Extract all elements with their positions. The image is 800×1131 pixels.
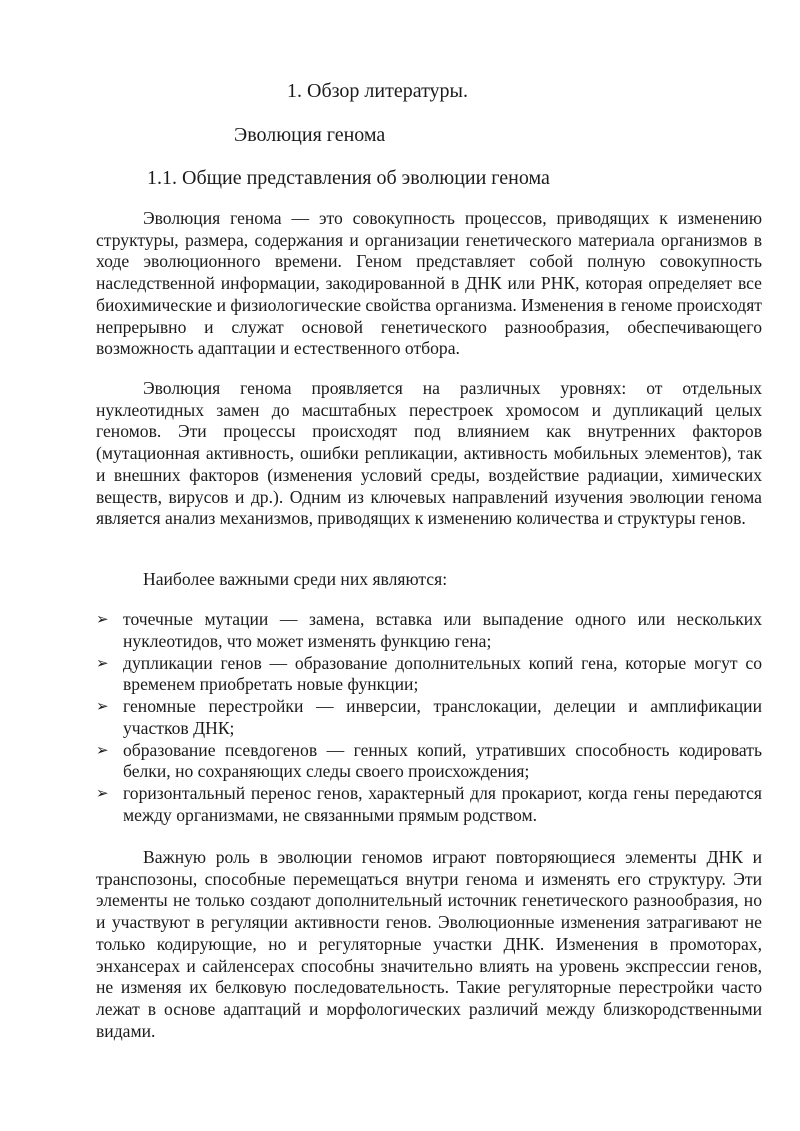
arrow-bullet-icon: ➢ <box>96 697 109 716</box>
paragraph-repeats: Важную роль в эволюции геномов играют повторяющиеся элементы ДНК и транспозоны, способные перемещаться внутри генома и изменять его структуру. Эти элементы не только создают дополнительный источник генетического разнообразия, но и участвуют в регуляции активности генов. Эволюционные изменения затрагивают не только кодирующие, но и регуляторные участки ДНК. Изменения в промоторах, энхансерах и сайленсерах способны значительно влиять на уровень экспрессии генов, не изменяя их белковую последовательность. Такие регуляторные перестройки часто лежат в основе адаптаций и морфологических различий между близкородственными видами. <box>96 847 762 1041</box>
arrow-bullet-icon: ➢ <box>96 740 109 759</box>
subsection-heading: 1.1. Общие представления об эволюции генома <box>147 167 550 189</box>
list-item <box>96 696 762 739</box>
list-item-text: дупликации генов — образование дополнительных копий гена, которые могут со временем приобретать новые функции; <box>123 652 762 695</box>
mechanisms-list <box>96 609 762 827</box>
list-item <box>96 783 762 826</box>
arrow-bullet-icon: ➢ <box>96 653 109 672</box>
arrow-bullet-icon: ➢ <box>96 610 109 628</box>
list-item <box>96 653 762 696</box>
arrow-bullet-icon: ➢ <box>96 784 109 803</box>
section-heading: 1. Обзор литературы. <box>287 80 468 102</box>
chapter-heading: Эволюция генома <box>234 124 386 146</box>
paragraph-list-intro: Наиболее важными среди них являются: <box>143 569 448 589</box>
list-item-text: образование псевдогенов — генных копий, утративших способность кодировать белки, но сохраняющих следы своего происхождения; <box>123 739 762 782</box>
paragraph-intro: Эволюция генома — это совокупность процессов, приводящих к изменению структуры, размера, содержания и организации генетического материала организмов в ходе эволюционного времени. Геном представляет собой полную совокупность наследственной информации, закодированной в ДНК или РНК, которая определяет все биохимические и физиологические свойства организма. Изменения в геноме происходят непрерывно и служат основой генетического разнообразия, обеспечивающего возможность адаптации и естественного отбора. <box>96 208 762 359</box>
paragraph-levels: Эволюция генома проявляется на различных уровнях: от отдельных нуклеотидных замен до масштабных перестроек хромосом и дупликаций целых геномов. Эти процессы происходят под влиянием как внутренних факторов (мутационная активность, ошибки репликации, активность мобильных элементов), так и внешних факторов (изменения условий среды, воздействие радиации, химических веществ, вирусов и др.). Одним из ключевых направлений изучения эволюции генома является анализ механизмов, приводящих к изменению количества и структуры генов. <box>96 378 762 529</box>
list-item-text: точечные мутации — замена, вставка или выпадение одного или нескольких нуклеотидов, что может изменять функцию гена; <box>123 609 762 651</box>
list-item-text: геномные перестройки — инверсии, транслокации, делеции и амплификации участков ДНК; <box>123 696 762 738</box>
list-item-text: горизонтальный перенос генов, характерный для прокариот, когда гены передаются между организмами, не связанными прямым родством. <box>123 783 762 826</box>
list-item <box>96 740 762 783</box>
list-item <box>96 609 762 652</box>
